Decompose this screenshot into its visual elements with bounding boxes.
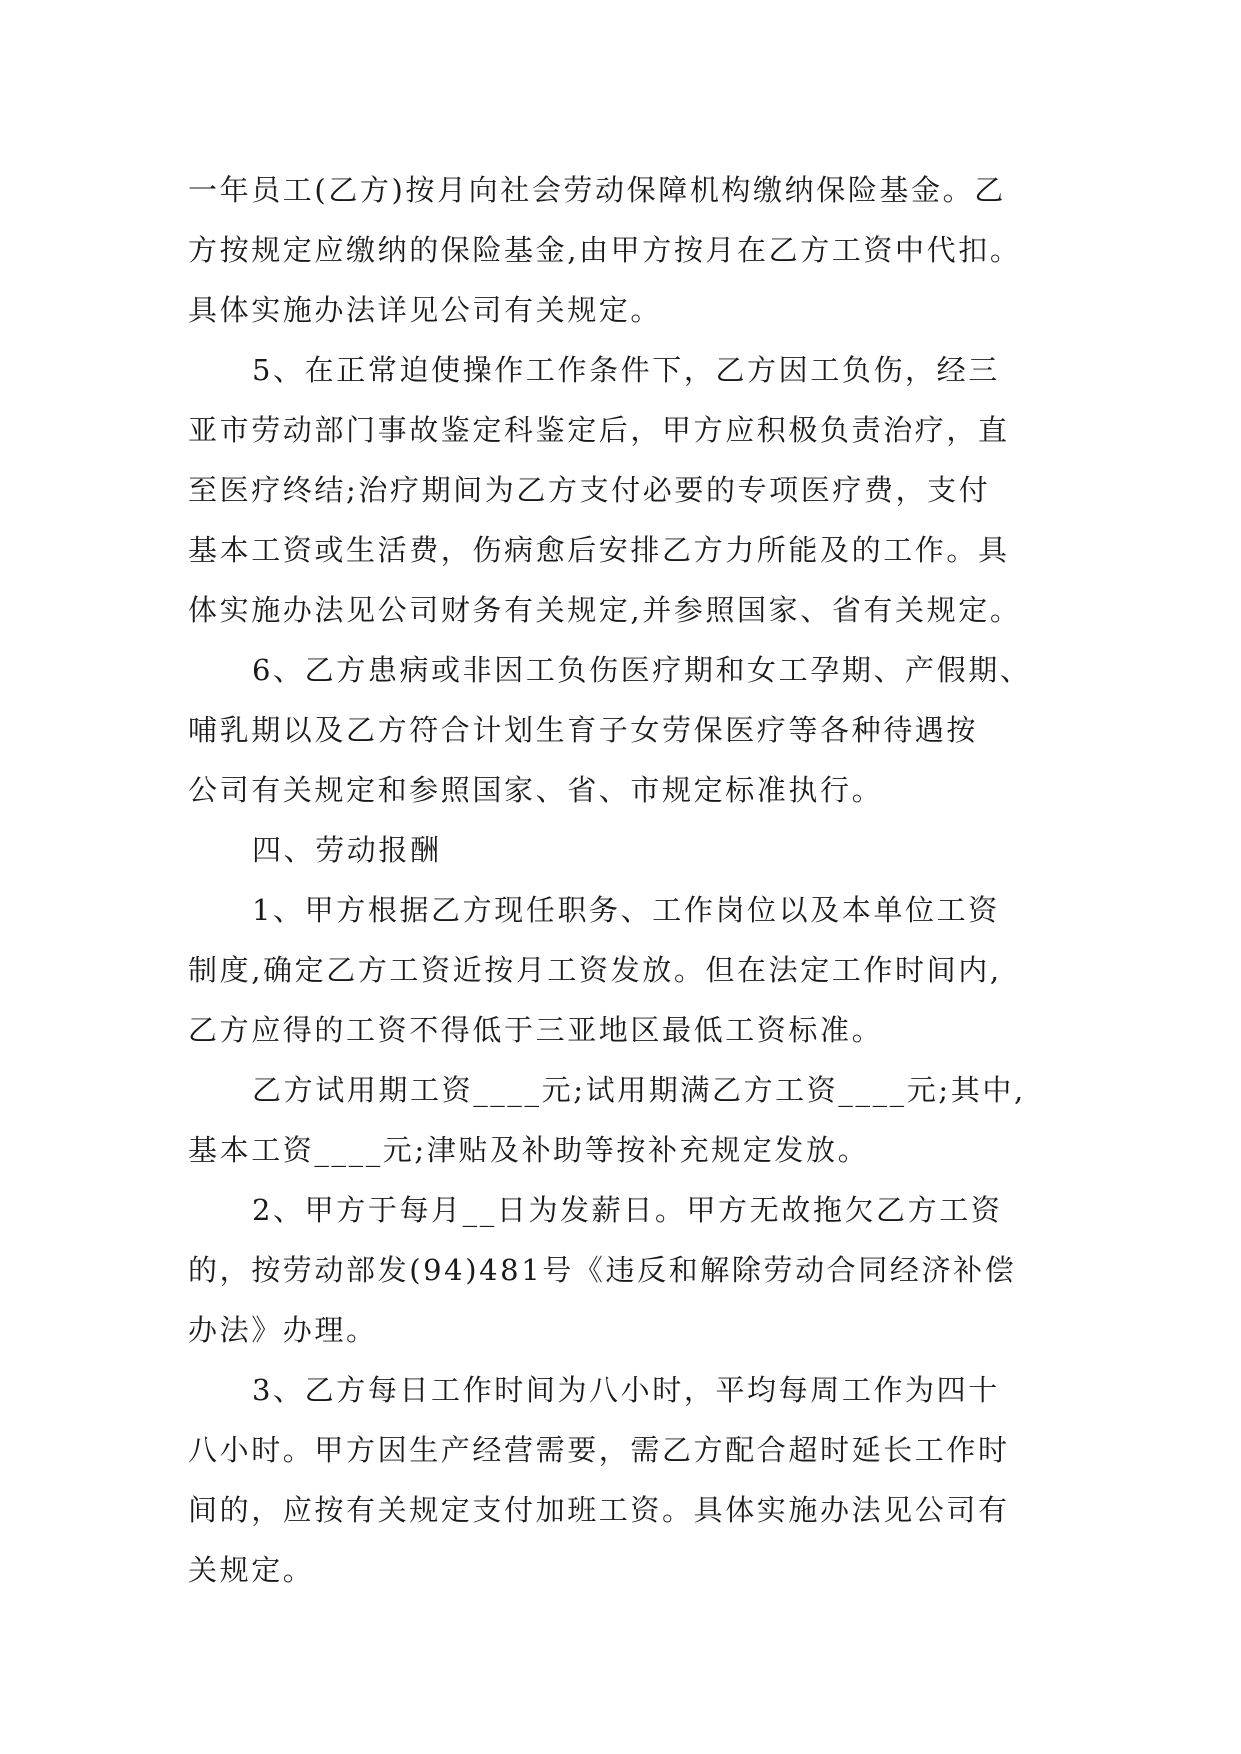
text-line: 至医疗终结;治疗期间为乙方支付必要的专项医疗费，支付 (188, 473, 991, 507)
text-line: 乙方试用期工资____元;试用期满乙方工资____元;其中, (252, 1073, 1026, 1107)
text-line: 6、乙方患病或非因工负伤医疗期和女工孕期、产假期、 (252, 653, 1032, 687)
text-line: 体实施办法见公司财务有关规定,并参照国家、省有关规定。 (188, 593, 1022, 627)
text-line: 四、劳动报酬 (252, 833, 442, 867)
document-body (188, 160, 1088, 1600)
text-line: 基本工资或生活费，伤病愈后安排乙方力所能及的工作。具 (188, 533, 1010, 567)
text-line: 5、在正常迫使操作工作条件下，乙方因工负伤，经三 (252, 353, 1000, 387)
text-line: 基本工资____元;津贴及补助等按补充规定发放。 (188, 1133, 870, 1167)
text-line: 制度,确定乙方工资近按月工资发放。但在法定工作时间内, (188, 953, 1002, 987)
text-line: 具体实施办法详见公司有关规定。 (188, 293, 663, 327)
text-line: 亚市劳动部门事故鉴定科鉴定后，甲方应积极负责治疗，直 (188, 413, 1010, 447)
text-line: 公司有关规定和参照国家、省、市规定标准执行。 (188, 773, 884, 807)
text-line: 的，按劳动部发(94)481号《违反和解除劳动合同经济补偿 (188, 1253, 1017, 1287)
text-line: 1、甲方根据乙方现任职务、工作岗位以及本单位工资 (252, 893, 1000, 927)
text-line: 方按规定应缴纳的保险基金,由甲方按月在乙方工资中代扣。 (188, 233, 1022, 267)
text-line: 办法》办理。 (188, 1313, 378, 1347)
text-line: 关规定。 (188, 1553, 315, 1587)
text-line: 3、乙方每日工作时间为八小时，平均每周工作为四十 (252, 1373, 1000, 1407)
text-line: 2、甲方于每月__日为发薪日。甲方无故拖欠乙方工资 (252, 1193, 1003, 1227)
text-line: 一年员工(乙方)按月向社会劳动保障机构缴纳保险基金。乙 (188, 173, 1006, 207)
text-line: 八小时。甲方因生产经营需要，需乙方配合超时延长工作时 (188, 1433, 1010, 1467)
text-line: 哺乳期以及乙方符合计划生育子女劳保医疗等各种待遇按 (188, 713, 979, 747)
text-line: 乙方应得的工资不得低于三亚地区最低工资标准。 (188, 1013, 884, 1047)
text-line: 间的，应按有关规定支付加班工资。具体实施办法见公司有 (188, 1493, 1010, 1527)
